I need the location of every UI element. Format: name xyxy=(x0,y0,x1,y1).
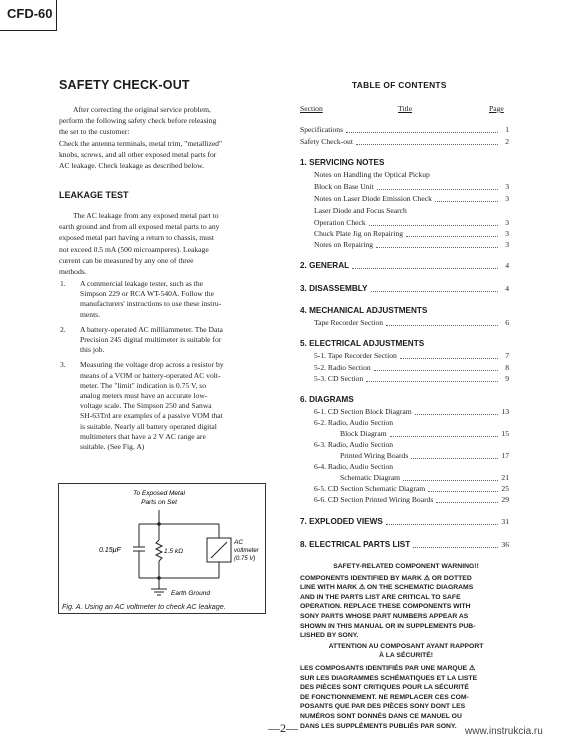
dot-leader xyxy=(411,458,498,459)
toc-col-section: Section xyxy=(300,104,323,113)
dot-leader xyxy=(406,236,498,237)
french-title-2: À LA SÉCURITÉ! xyxy=(378,652,434,660)
item-number: 1. xyxy=(60,279,66,288)
section-heading: 5. ELECTRICAL ADJUSTMENTS xyxy=(300,339,425,348)
toc-row-label: 6-1. CD Section Block Diagram xyxy=(314,407,412,416)
item-number: 3. xyxy=(60,360,66,370)
toc-row-label: Block on Base Unit xyxy=(314,182,374,191)
fig-cap-label: 0.15μF xyxy=(99,547,121,554)
dot-leader xyxy=(400,358,498,359)
toc-row-page: 31 xyxy=(501,517,509,526)
list-item xyxy=(60,360,266,452)
intro-line: After correcting the original service problem, xyxy=(73,105,211,114)
leak-line: not exceed 0.5 mA (500 microamperes). Leakage xyxy=(59,244,209,254)
toc-section-3[interactable] xyxy=(300,284,509,294)
warning-line: OPERATION. REPLACE THESE COMPONENTS WITH xyxy=(300,603,471,611)
toc-row-label: Chuck Plate Jig on Repairing xyxy=(314,229,404,238)
dot-leader xyxy=(356,144,498,145)
item-line: means of a VOM or battery-operated AC volt- xyxy=(80,370,221,380)
toc-row-page: 4 xyxy=(505,284,509,293)
toc-row[interactable] xyxy=(314,318,509,328)
toc-row[interactable] xyxy=(314,182,509,192)
warning-line: LINE WITH MARK ⚠ ON THE SCHEMATIC DIAGRAMS xyxy=(300,584,474,592)
section-heading: 3. DISASSEMBLY xyxy=(300,284,368,293)
toc-subline: 6-3. Radio, Audio Section xyxy=(314,440,394,449)
dot-leader xyxy=(436,502,498,503)
intro-line: AC leakage. Check leakage as described below. xyxy=(59,161,204,171)
toc-row-page: 25 xyxy=(501,484,509,493)
warning-line: AND IN THE PARTS LIST ARE CRITICAL TO SAFE xyxy=(300,593,461,601)
section-heading: 4. MECHANICAL ADJUSTMENTS xyxy=(300,306,428,315)
item-line: meter. The "limit" indication is 0.75 V, so xyxy=(80,380,207,390)
fig-meter-label-3: (0.75 V) xyxy=(234,556,256,562)
toc-row-page: 8 xyxy=(505,363,509,372)
toc-row-page: 13 xyxy=(501,407,509,416)
intro-line: the set to the customer: xyxy=(59,127,130,137)
page-number: —2— xyxy=(268,721,298,735)
fig-top-label-1: To Exposed Metal xyxy=(133,490,185,497)
warning-line: LISHED BY SONY. xyxy=(300,632,359,640)
toc-row-label: Tape Recorder Section xyxy=(314,318,384,327)
toc-row-page: 15 xyxy=(501,429,509,438)
item-line: manufacturers' instructions to use these instru- xyxy=(80,299,222,309)
section-heading: 8. ELECTRICAL PARTS LIST xyxy=(300,540,411,549)
dot-leader xyxy=(377,189,498,190)
dot-leader xyxy=(386,524,498,525)
leak-line: exposed metal part having a return to chassis, must xyxy=(59,233,215,243)
toc-row-label: Printed Wiring Boards xyxy=(340,451,409,460)
methods-list xyxy=(60,279,266,457)
fig-meter-label-2: voltmeter xyxy=(234,548,259,554)
item-line: voltage scale. The Simpson 250 and Sanwa xyxy=(80,401,212,411)
toc-row-page: 3 xyxy=(505,194,509,203)
dot-leader xyxy=(366,381,498,382)
section-heading: 2. GENERAL xyxy=(300,261,350,270)
section-heading: 1. SERVICING NOTES xyxy=(300,158,385,167)
toc-row[interactable] xyxy=(314,407,509,417)
toc-row-label: 6-6. CD Section Printed Wiring Boards xyxy=(314,495,434,504)
toc-row-page: 4 xyxy=(505,261,509,270)
toc-row-page: 29 xyxy=(501,495,509,504)
toc-row[interactable] xyxy=(314,218,509,228)
toc-row-label: Specifications xyxy=(300,125,344,134)
toc-row[interactable] xyxy=(314,484,509,494)
toc-section-7[interactable] xyxy=(300,517,509,527)
circuit-diagram xyxy=(59,484,265,599)
toc-row[interactable] xyxy=(300,137,509,147)
dot-leader xyxy=(371,291,499,292)
item-line: this job. xyxy=(80,345,105,355)
toc-row-page: 21 xyxy=(501,473,509,482)
toc-row-label: 5-2. Radio Section xyxy=(314,363,371,372)
toc-section-5[interactable] xyxy=(300,339,509,349)
intro-line: perform the following safety check before releasing xyxy=(59,116,217,126)
toc-row-label: 6-5. CD Section Schematic Diagram xyxy=(314,484,426,493)
toc-subline: 6-2. Radio, Audio Section xyxy=(314,418,394,427)
item-line: Simpson 229 or RCA WT-540A. Follow the xyxy=(80,289,214,299)
toc-col-page: Page xyxy=(489,104,504,113)
dot-leader xyxy=(374,370,498,371)
item-number: 2. xyxy=(60,324,66,334)
model-label: CFD-60 xyxy=(7,6,53,21)
warning-line: COMPONENTS IDENTIFIED BY MARK ⚠ OR DOTTED xyxy=(300,574,472,582)
french-line: DE FONCTIONNEMENT. NE REMPLACER CES COM- xyxy=(300,693,469,701)
item-line: SH-63Trd are examples of a passive VOM that xyxy=(80,411,223,421)
intro-line: knobs, screws, and all other exposed metal parts for xyxy=(59,149,217,159)
item-line: A commercial leakage tester, such as the xyxy=(80,279,204,288)
intro-line: Check the antenna terminals, metal trim, "metallized" xyxy=(59,138,223,148)
toc-row-label: Notes on Laser Diode Emission Check xyxy=(314,194,432,203)
toc-section-6[interactable] xyxy=(300,395,509,405)
fig-ground-label: Earth Ground xyxy=(171,590,211,597)
dot-leader xyxy=(403,480,498,481)
fig-res-label: 1.5 kΩ xyxy=(164,548,184,555)
item-line: ments. xyxy=(80,309,101,319)
fig-top-label-2: Parts on Set xyxy=(141,499,177,506)
dot-leader xyxy=(435,201,498,202)
item-line: Precision 245 digital multimeter is suitable for xyxy=(80,335,222,345)
toc-row-page: 17 xyxy=(501,451,509,460)
list-item xyxy=(60,325,266,356)
safety-title: SAFETY CHECK-OUT xyxy=(59,78,190,92)
toc-row-label: Safety Check-out xyxy=(300,137,353,146)
toc-row[interactable] xyxy=(314,229,509,239)
french-line: POSANTS QUE PAR DES PIÈCES SONY DONT LES xyxy=(300,703,466,711)
toc-section-4[interactable] xyxy=(300,306,509,316)
item-line: analog meters must have an accurate low- xyxy=(80,391,208,401)
french-line: LES COMPOSANTS IDENTIFIÉS PAR UNE MARQUE ⚠ xyxy=(300,664,476,672)
toc-row-page: 3 xyxy=(505,182,509,191)
figure-a xyxy=(58,483,266,614)
warning-title: SAFETY-RELATED COMPONENT WARNING!! xyxy=(333,563,479,570)
leakage-paragraph xyxy=(59,210,263,277)
toc-row-label: Notes on Repairing xyxy=(314,240,374,249)
figure-caption: Fig. A. Using an AC voltmeter to check AC leakage. xyxy=(62,602,226,611)
toc-title: TABLE OF CONTENTS xyxy=(352,80,447,90)
toc-row-page: 2 xyxy=(505,137,509,146)
dot-leader xyxy=(376,247,498,248)
toc-row-label: 5-1. Tape Recorder Section xyxy=(314,351,397,360)
dot-leader xyxy=(428,491,498,492)
toc-row-label: 5-3. CD Section xyxy=(314,374,364,383)
warning-line: SHOWN IN THIS MANUAL OR IN SUPPLEMENTS PUB- xyxy=(300,622,476,630)
toc-col-title: Title xyxy=(398,104,413,113)
leak-line: methods. xyxy=(59,267,87,277)
dot-leader xyxy=(390,436,498,437)
toc-row-page: 3 xyxy=(505,229,509,238)
toc-row[interactable] xyxy=(314,240,509,250)
toc-row[interactable] xyxy=(340,429,509,439)
french-title-1: ATTENTION AU COMPOSANT AYANT RAPPORT xyxy=(328,642,484,650)
toc-row[interactable] xyxy=(314,351,509,361)
dot-leader xyxy=(369,225,498,226)
french-line: DES PIÈCES SONT CRITIQUES POUR LA SÉCURITÉ xyxy=(300,684,469,692)
french-line: SUR LES DIAGRAMMES SCHÉMATIQUES ET LA LISTE xyxy=(300,674,478,682)
intro-paragraph xyxy=(59,104,263,171)
toc-subline: 6-4. Radio, Audio Section xyxy=(314,462,394,471)
toc-row[interactable] xyxy=(314,495,509,505)
warning-line: SONY PARTS WHOSE PART NUMBERS APPEAR AS xyxy=(300,612,469,620)
toc-subline: Laser Diode and Focus Search xyxy=(314,206,407,215)
leak-line: current can be measured by any one of three xyxy=(59,255,194,265)
toc-section-2[interactable] xyxy=(300,261,509,271)
toc-row-page: 3 xyxy=(505,218,509,227)
dot-leader xyxy=(352,268,498,269)
item-line: A battery-operated AC milliammeter. The Data xyxy=(80,324,223,334)
toc-row-page: 3 xyxy=(505,240,509,249)
section-heading: 7. EXPLODED VIEWS xyxy=(300,517,383,526)
toc-section-1[interactable] xyxy=(300,158,509,168)
watermark: www.instrukcia.ru xyxy=(465,726,543,737)
french-line: NUMÉROS SONT DONNÉS DANS CE MANUEL OU xyxy=(300,712,462,720)
toc-row-page: 7 xyxy=(505,351,509,360)
toc-row[interactable] xyxy=(300,125,509,135)
leak-line: The AC leakage from any exposed metal part to xyxy=(73,211,219,220)
dot-leader xyxy=(346,132,498,133)
item-line: suitable. (See Fig. A) xyxy=(80,442,145,452)
toc-row-page: 9 xyxy=(505,374,509,383)
toc-row-label: Block Diagram xyxy=(340,429,387,438)
toc-subline: Notes on Handling the Optical Pickup xyxy=(314,170,430,179)
section-heading: 6. DIAGRAMS xyxy=(300,395,354,404)
fig-meter-label-1: AC xyxy=(234,539,244,546)
dot-leader xyxy=(386,325,498,326)
item-line: Measuring the voltage drop across a resistor by xyxy=(80,360,224,370)
list-item xyxy=(60,279,266,320)
toc-row[interactable] xyxy=(314,374,509,384)
toc-row[interactable] xyxy=(314,363,509,373)
toc-row[interactable] xyxy=(340,473,509,483)
leakage-title: LEAKAGE TEST xyxy=(59,190,129,200)
toc-row-page: 1 xyxy=(505,125,509,134)
dot-leader xyxy=(415,414,498,415)
toc-section-8[interactable] xyxy=(300,540,509,550)
toc-row-page: 6 xyxy=(505,318,509,327)
toc-row-label: Operation Check xyxy=(314,218,366,227)
item-line: multimeters that have a 2 V AC range are xyxy=(80,431,206,441)
toc-row[interactable] xyxy=(314,194,509,204)
french-line: DANS LES SUPPLÉMENTS PUBLIÉS PAR SONY. xyxy=(300,722,457,730)
toc-row-label: Schematic Diagram xyxy=(340,473,401,482)
toc-row-page: 36 xyxy=(501,540,509,549)
item-line: is suitable. Nearly all battery operated digital xyxy=(80,421,217,431)
leak-line: earth ground and from all exposed metal parts to any xyxy=(59,222,220,232)
dot-leader xyxy=(413,547,498,548)
safety-warning xyxy=(300,562,512,731)
toc-row[interactable] xyxy=(340,451,509,461)
